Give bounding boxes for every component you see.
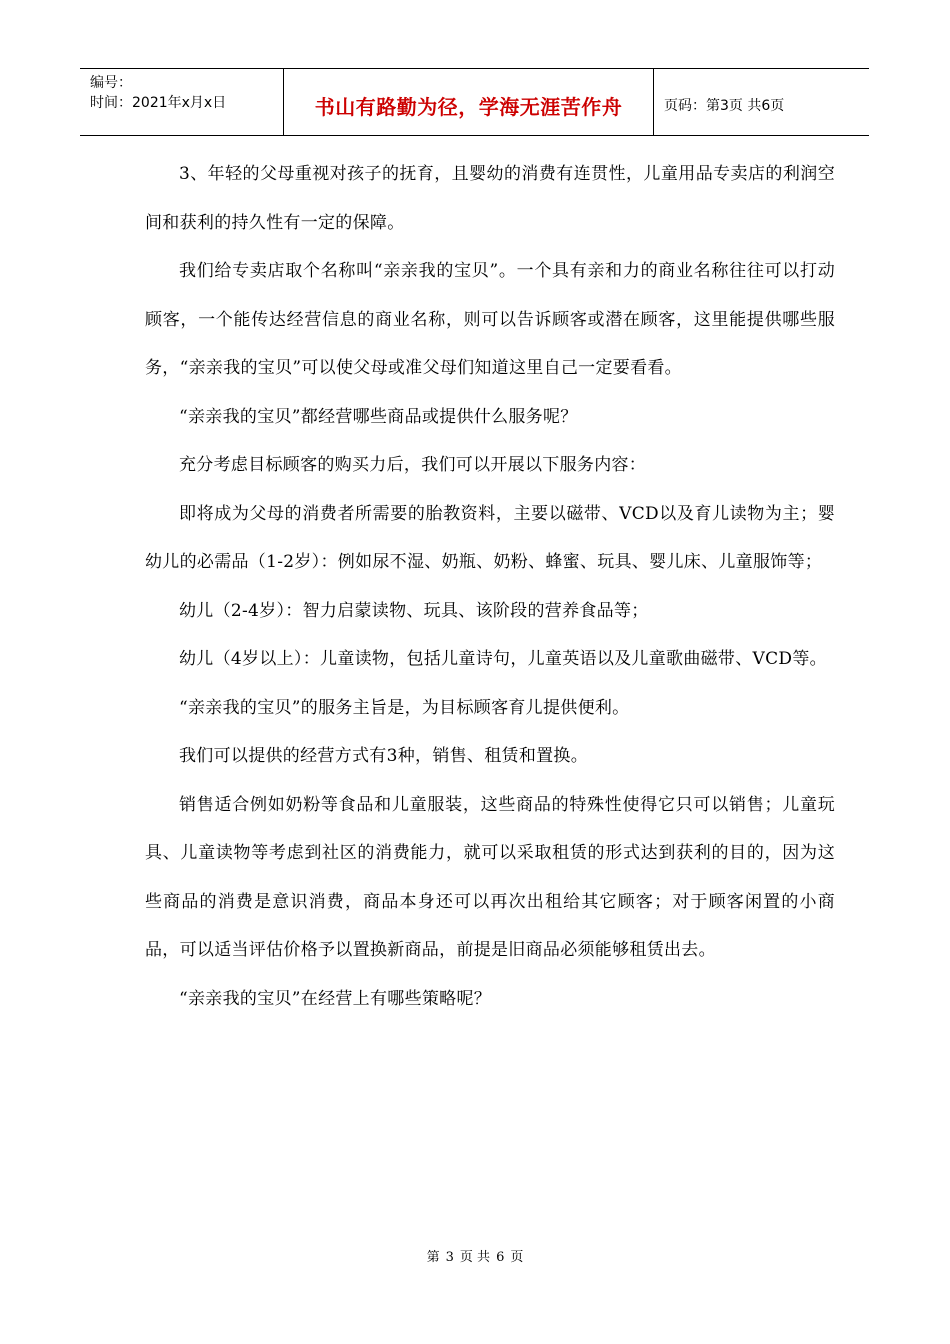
paragraph: 销售适合例如奶粉等食品和儿童服装，这些商品的特殊性使得它只可以销售；儿童玩具、儿童读物等考虑到社区的消费能力，就可以采取租赁的形式达到获利的目的，因为这些商品的消费是意识消费，商品本身还可以再次出租给其它顾客；对于顾客闲置的小商品，可以适当评估价格予以置换新商品，前提是旧商品必须能够租赁出去。 (145, 794, 835, 960)
page-footer (0, 1246, 950, 1265)
paragraph: 我们可以提供的经营方式有3种，销售、租赁和置换。 (179, 746, 589, 766)
footer-prefix: 第 (426, 1250, 440, 1265)
paragraph: 充分考虑目标顾客的购买力后，我们可以开展以下服务内容： (179, 455, 647, 475)
paragraph: “亲亲我的宝贝”的服务主旨是，为目标顾客育儿提供便利。 (179, 697, 630, 718)
document-body (145, 150, 835, 1023)
page-header (80, 68, 869, 136)
paragraph: 我们给专卖店取个名称叫“亲亲我的宝贝”。一个具有亲和力的商业名称往往可以打动顾客，一个能传达经营信息的商业名称，则可以告诉顾客或潜在顾客，这里能提供哪些服务，“亲亲我的宝贝”可以使父母或准父母们知道这里自己一定要看看。 (145, 261, 835, 378)
paragraph: 即将成为父母的消费者所需要的胎教资料，主要以磁带、VCD以及育儿读物为主；婴幼儿的必需品（1-2岁）：例如尿不湿、奶瓶、奶粉、蜂蜜、玩具、婴儿床、儿童服饰等； (145, 503, 835, 572)
footer-current-page: 3 (445, 1250, 454, 1265)
paragraph: “亲亲我的宝贝”在经营上有哪些策略呢？ (179, 988, 492, 1009)
paragraph: 3、年轻的父母重视对孩子的抚育，且婴幼的消费有连贯性，儿童用品专卖店的利润空间和获利的持久性有一定的保障。 (145, 164, 835, 233)
document-date: 时间：2021年x月x日 (90, 95, 227, 111)
document-number-label: 编号： (90, 75, 132, 91)
header-page-info: 页码：第3页 共6页 (664, 98, 785, 114)
footer-total-pages: 6 (496, 1250, 505, 1265)
paragraph: 幼儿（2-4岁）：智力启蒙读物、玩具、该阶段的营养食品等； (179, 600, 649, 621)
footer-suffix: 页 (510, 1250, 524, 1265)
header-meta (80, 69, 284, 135)
paragraph: 幼儿（4岁以上）：儿童读物，包括儿童诗句，儿童英语以及儿童歌曲磁带、VCD等。 (179, 649, 827, 669)
header-motto: 书山有路勤为径，学海无涯苦作舟 (284, 69, 654, 135)
footer-middle: 页 共 (459, 1250, 491, 1265)
paragraph: “亲亲我的宝贝”都经营哪些商品或提供什么服务呢？ (179, 406, 578, 427)
